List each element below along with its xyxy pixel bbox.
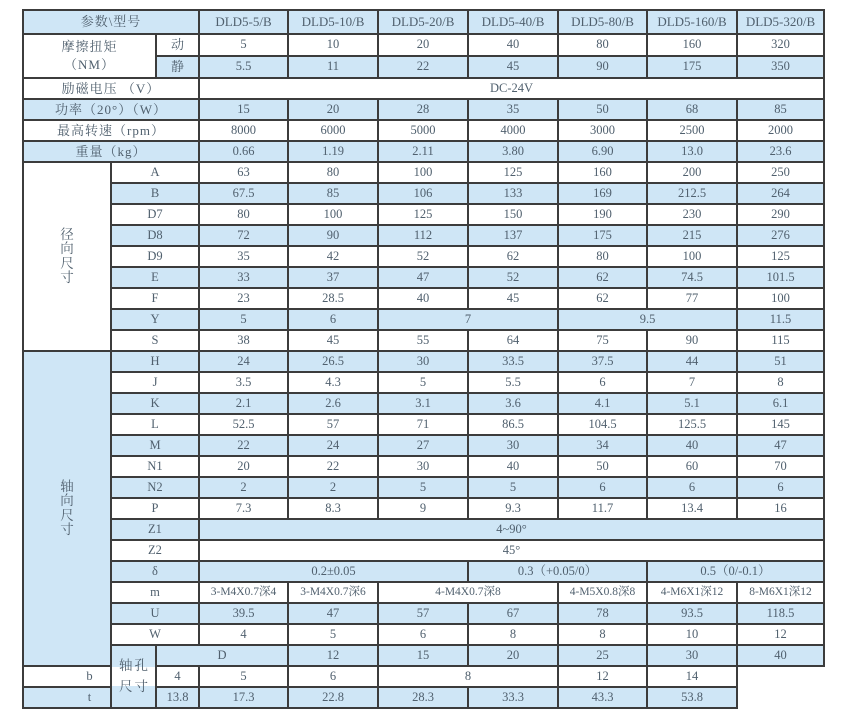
value-cell: 37 <box>288 267 378 288</box>
value-cell: 71 <box>378 414 468 435</box>
value-cell: 80 <box>558 246 647 267</box>
spec-table-container <box>22 9 825 709</box>
value-cell: 2500 <box>647 120 737 141</box>
value-cell: 33.3 <box>468 687 558 708</box>
value-cell: 276 <box>737 225 824 246</box>
value-cell: 104.5 <box>558 414 647 435</box>
value-cell: 6000 <box>288 120 378 141</box>
weight-label: 重量（kg） <box>23 141 199 162</box>
value-cell: 3-M4X0.7深4 <box>199 582 288 603</box>
value-cell: 55 <box>378 330 468 351</box>
value-cell: 11.5 <box>737 309 824 330</box>
param-letter: B <box>111 183 199 204</box>
value-cell: 6 <box>288 666 378 687</box>
value-cell: 6 <box>558 372 647 393</box>
value-cell: 77 <box>647 288 737 309</box>
value-cell: 45 <box>468 56 558 78</box>
table-row <box>23 267 824 288</box>
value-cell: 23 <box>199 288 288 309</box>
value-cell: 35 <box>199 246 288 267</box>
value-cell: 80 <box>199 204 288 225</box>
section-char: 寸 <box>60 269 74 285</box>
table-row <box>23 561 824 582</box>
section-char: 尺 <box>119 679 133 694</box>
power-label: 功率（20°）（W） <box>23 99 199 120</box>
value-cell: 22 <box>199 435 288 456</box>
table-row <box>23 393 824 414</box>
table-row <box>23 645 824 666</box>
param-letter: M <box>111 435 199 456</box>
table-row <box>23 225 824 246</box>
value-cell: 5 <box>199 309 288 330</box>
value-cell: 133 <box>468 183 558 204</box>
table-row <box>23 414 824 435</box>
value-cell: 5000 <box>378 120 468 141</box>
value-cell: 9 <box>378 498 468 519</box>
param-letter: E <box>111 267 199 288</box>
value-cell: 101.5 <box>737 267 824 288</box>
value-cell: 5 <box>288 624 378 645</box>
value-cell: 2.6 <box>288 393 378 414</box>
value-cell: 57 <box>288 414 378 435</box>
value-cell: 28 <box>378 99 468 120</box>
value-cell: 85 <box>737 99 824 120</box>
value-cell: 250 <box>737 162 824 183</box>
value-cell: 150 <box>468 204 558 225</box>
corner-cell: 参数\型号 <box>23 10 199 34</box>
value-cell: 22 <box>378 56 468 78</box>
param-letter: U <box>111 603 199 624</box>
table-row <box>23 309 824 330</box>
value-cell: 57 <box>378 603 468 624</box>
value-cell: 26.5 <box>288 351 378 372</box>
value-cell: 90 <box>288 225 378 246</box>
section-char: 尺 <box>60 255 74 271</box>
value-cell: 45 <box>288 330 378 351</box>
value-cell-merged: 45° <box>199 540 824 561</box>
section-char: 尺 <box>60 507 74 523</box>
value-cell-merged: 4~90° <box>199 519 824 540</box>
section-char: 寸 <box>60 521 74 537</box>
table-row <box>23 477 824 498</box>
value-cell: 47 <box>378 267 468 288</box>
table-row <box>23 603 824 624</box>
value-cell: 15 <box>199 99 288 120</box>
table-row <box>23 582 824 603</box>
value-cell: 175 <box>558 225 647 246</box>
model-header: DLD5-10/B <box>288 10 378 34</box>
value-cell: 125 <box>737 246 824 267</box>
table-row <box>23 120 824 141</box>
value-cell: 30 <box>468 435 558 456</box>
table-row <box>23 183 824 204</box>
value-cell: 6.1 <box>737 393 824 414</box>
table-row <box>23 162 824 183</box>
value-cell-merged: 7 <box>378 309 558 330</box>
value-cell: 67 <box>468 603 558 624</box>
param-letter: H <box>111 351 199 372</box>
value-cell: 100 <box>378 162 468 183</box>
value-cell: 3.80 <box>468 141 558 162</box>
value-cell: 6 <box>558 477 647 498</box>
param-letter: Y <box>111 309 199 330</box>
value-cell-merged: 0.2±0.05 <box>199 561 468 582</box>
param-letter: F <box>111 288 199 309</box>
value-cell: 9.3 <box>468 498 558 519</box>
value-cell: 38 <box>199 330 288 351</box>
value-cell: 42 <box>288 246 378 267</box>
value-cell: 50 <box>558 456 647 477</box>
table-row <box>23 10 824 34</box>
value-cell: 4000 <box>468 120 558 141</box>
value-cell: 39.5 <box>199 603 288 624</box>
table-row <box>23 498 824 519</box>
value-cell: 13.0 <box>647 141 737 162</box>
model-header: DLD5-320/B <box>737 10 824 34</box>
value-cell: 4-M6X1深12 <box>647 582 737 603</box>
section-char: 轴 <box>119 657 133 673</box>
value-cell: 40 <box>378 288 468 309</box>
model-header: DLD5-20/B <box>378 10 468 34</box>
section-char: 向 <box>60 241 74 257</box>
value-cell: 17.3 <box>199 687 288 708</box>
value-cell: 2.11 <box>378 141 468 162</box>
model-header: DLD5-5/B <box>199 10 288 34</box>
value-cell: 4 <box>199 624 288 645</box>
value-cell: 20 <box>378 34 468 56</box>
param-letter: D <box>156 645 288 666</box>
value-cell: 40 <box>468 34 558 56</box>
value-cell: 11.7 <box>558 498 647 519</box>
value-cell: 40 <box>647 435 737 456</box>
value-cell: 11 <box>288 56 378 78</box>
param-letter: S <box>111 330 199 351</box>
value-cell: 5.5 <box>468 372 558 393</box>
value-cell: 6 <box>737 477 824 498</box>
param-letter: D8 <box>111 225 199 246</box>
value-cell: 90 <box>647 330 737 351</box>
value-cell: 230 <box>647 204 737 225</box>
value-cell: 12 <box>737 624 824 645</box>
section-char: 寸 <box>134 679 148 694</box>
value-cell: 70 <box>737 456 824 477</box>
section-char: 轴 <box>60 479 74 495</box>
value-cell: 100 <box>288 204 378 225</box>
param-letter: K <box>111 393 199 414</box>
value-cell: 1.19 <box>288 141 378 162</box>
value-cell: 80 <box>558 34 647 56</box>
value-cell: 34 <box>558 435 647 456</box>
value-cell-merged: 0.3（+0.05/0） <box>468 561 647 582</box>
value-cell: 62 <box>558 288 647 309</box>
friction-torque-label <box>23 34 156 78</box>
value-cell: 8 <box>737 372 824 393</box>
value-cell: 100 <box>647 246 737 267</box>
value-cell: 2.1 <box>199 393 288 414</box>
value-cell: 64 <box>468 330 558 351</box>
value-cell: 13.8 <box>156 687 199 708</box>
table-row <box>23 78 824 99</box>
value-cell: 43.3 <box>558 687 647 708</box>
param-letter: D9 <box>111 246 199 267</box>
value-cell: 51 <box>737 351 824 372</box>
value-cell: 24 <box>288 435 378 456</box>
value-cell: 62 <box>468 246 558 267</box>
value-cell: 3.6 <box>468 393 558 414</box>
table-row <box>23 372 824 393</box>
value-cell: 100 <box>737 288 824 309</box>
value-cell: 85 <box>288 183 378 204</box>
value-cell: 137 <box>468 225 558 246</box>
value-cell: 52.5 <box>199 414 288 435</box>
param-letter: P <box>111 498 199 519</box>
param-letter: D7 <box>111 204 199 225</box>
value-cell: 60 <box>647 456 737 477</box>
value-cell: 86.5 <box>468 414 558 435</box>
param-letter: J <box>111 372 199 393</box>
speed-label: 最高转速（rpm） <box>23 120 199 141</box>
table-row <box>23 204 824 225</box>
table-row <box>23 330 824 351</box>
dynamic-label: 动 <box>156 34 199 56</box>
value-cell: 8 <box>468 624 558 645</box>
model-header: DLD5-80/B <box>558 10 647 34</box>
value-cell: 68 <box>647 99 737 120</box>
value-cell: 320 <box>737 34 824 56</box>
value-cell: 47 <box>737 435 824 456</box>
section-label-axial <box>23 351 111 666</box>
value-cell: 80 <box>288 162 378 183</box>
value-cell: 27 <box>378 435 468 456</box>
value-cell: 145 <box>737 414 824 435</box>
spec-table <box>22 9 825 709</box>
value-cell: 3000 <box>558 120 647 141</box>
value-cell: 45 <box>468 288 558 309</box>
table-row <box>23 99 824 120</box>
value-cell: 63 <box>199 162 288 183</box>
value-cell: 12 <box>288 645 378 666</box>
value-cell: 160 <box>558 162 647 183</box>
value-cell: 6 <box>647 477 737 498</box>
value-cell: 264 <box>737 183 824 204</box>
value-cell: 40 <box>468 456 558 477</box>
value-cell: 125.5 <box>647 414 737 435</box>
param-letter: N1 <box>111 456 199 477</box>
value-cell: 15 <box>378 645 468 666</box>
value-cell: 14 <box>647 666 737 687</box>
value-cell: 5 <box>378 372 468 393</box>
value-cell: 52 <box>378 246 468 267</box>
value-cell: 47 <box>288 603 378 624</box>
param-letter: W <box>111 624 199 645</box>
value-cell-merged: 0.5（0/-0.1） <box>647 561 824 582</box>
value-cell: 13.4 <box>647 498 737 519</box>
value-cell: 74.5 <box>647 267 737 288</box>
value-cell: 90 <box>558 56 647 78</box>
value-cell: 52 <box>468 267 558 288</box>
value-cell: 350 <box>737 56 824 78</box>
param-letter: δ <box>111 561 199 582</box>
value-cell: 6 <box>288 309 378 330</box>
table-row <box>23 351 824 372</box>
table-row <box>23 288 824 309</box>
value-cell: 53.8 <box>647 687 737 708</box>
value-cell: 169 <box>558 183 647 204</box>
value-cell: 30 <box>647 645 737 666</box>
param-letter: t <box>23 687 156 708</box>
value-cell: 7.3 <box>199 498 288 519</box>
value-cell: 3-M4X0.7深6 <box>288 582 378 603</box>
value-cell: 118.5 <box>737 603 824 624</box>
table-row <box>23 34 824 56</box>
value-cell: 2 <box>288 477 378 498</box>
value-cell: 44 <box>647 351 737 372</box>
table-row <box>23 141 824 162</box>
friction-label-line2: （NM） <box>64 57 115 72</box>
value-cell: 4.3 <box>288 372 378 393</box>
value-cell: 4.1 <box>558 393 647 414</box>
value-cell-merged: 8 <box>378 666 558 687</box>
param-letter: b <box>23 666 156 687</box>
value-cell: 115 <box>737 330 824 351</box>
table-row <box>23 519 824 540</box>
param-letter: L <box>111 414 199 435</box>
value-cell: 93.5 <box>647 603 737 624</box>
param-letter: A <box>111 162 199 183</box>
param-letter: Z1 <box>111 519 199 540</box>
value-cell: 4 <box>156 666 199 687</box>
model-header: DLD5-160/B <box>647 10 737 34</box>
value-cell: 125 <box>378 204 468 225</box>
value-cell: 175 <box>647 56 737 78</box>
value-cell: 4-M5X0.8深8 <box>558 582 647 603</box>
value-cell: 215 <box>647 225 737 246</box>
value-cell: 5 <box>199 666 288 687</box>
value-cell: 28.3 <box>378 687 468 708</box>
value-cell: 20 <box>288 99 378 120</box>
table-row <box>23 540 824 561</box>
section-char: 向 <box>60 493 74 509</box>
value-cell: 62 <box>558 267 647 288</box>
table-row <box>23 624 824 645</box>
value-cell: 190 <box>558 204 647 225</box>
value-cell: 50 <box>558 99 647 120</box>
value-cell: 200 <box>647 162 737 183</box>
value-cell: 2 <box>199 477 288 498</box>
value-cell: 78 <box>558 603 647 624</box>
value-cell: 3.5 <box>199 372 288 393</box>
value-cell: 16 <box>737 498 824 519</box>
value-cell: 8.3 <box>288 498 378 519</box>
value-cell: 5 <box>378 477 468 498</box>
value-cell: 125 <box>468 162 558 183</box>
value-cell: 6 <box>378 624 468 645</box>
value-cell: 28.5 <box>288 288 378 309</box>
value-cell: 67.5 <box>199 183 288 204</box>
value-cell: 3.1 <box>378 393 468 414</box>
value-cell: 22 <box>288 456 378 477</box>
param-letter: m <box>111 582 199 603</box>
value-cell: 5 <box>468 477 558 498</box>
value-cell: 35 <box>468 99 558 120</box>
value-cell: 12 <box>558 666 647 687</box>
value-cell: 10 <box>647 624 737 645</box>
value-cell: 6.90 <box>558 141 647 162</box>
value-cell: 8 <box>558 624 647 645</box>
value-cell: 112 <box>378 225 468 246</box>
value-cell-merged: 9.5 <box>558 309 737 330</box>
value-cell: 5.5 <box>199 56 288 78</box>
value-cell: 25 <box>558 645 647 666</box>
value-cell: 160 <box>647 34 737 56</box>
value-cell: 106 <box>378 183 468 204</box>
static-label: 静 <box>156 56 199 78</box>
value-cell: 30 <box>378 351 468 372</box>
value-cell: 33 <box>199 267 288 288</box>
value-cell: 72 <box>199 225 288 246</box>
value-cell: 8-M6X1深12 <box>737 582 824 603</box>
table-row <box>23 435 824 456</box>
value-cell: 24 <box>199 351 288 372</box>
value-cell: 37.5 <box>558 351 647 372</box>
table-row <box>23 246 824 267</box>
voltage-value: DC-24V <box>199 78 824 99</box>
friction-label-line1: 摩擦扭矩 <box>61 39 118 55</box>
value-cell: 290 <box>737 204 824 225</box>
section-char: 孔 <box>134 657 148 673</box>
table-row <box>23 456 824 477</box>
model-header: DLD5-40/B <box>468 10 558 34</box>
section-char: 径 <box>60 227 74 243</box>
value-cell: 212.5 <box>647 183 737 204</box>
section-label-radial <box>23 162 111 351</box>
value-cell: 75 <box>558 330 647 351</box>
value-cell: 20 <box>199 456 288 477</box>
param-letter: Z2 <box>111 540 199 561</box>
value-cell-merged: 4-M4X0.7深8 <box>378 582 558 603</box>
value-cell: 40 <box>737 645 824 666</box>
value-cell: 20 <box>468 645 558 666</box>
voltage-label: 励磁电压 （V） <box>23 78 199 99</box>
param-letter: N2 <box>111 477 199 498</box>
value-cell: 7 <box>647 372 737 393</box>
value-cell: 23.6 <box>737 141 824 162</box>
value-cell: 30 <box>378 456 468 477</box>
value-cell: 0.66 <box>199 141 288 162</box>
value-cell: 22.8 <box>288 687 378 708</box>
value-cell: 2000 <box>737 120 824 141</box>
value-cell: 10 <box>288 34 378 56</box>
value-cell: 33.5 <box>468 351 558 372</box>
value-cell: 5 <box>199 34 288 56</box>
value-cell: 8000 <box>199 120 288 141</box>
value-cell: 5.1 <box>647 393 737 414</box>
